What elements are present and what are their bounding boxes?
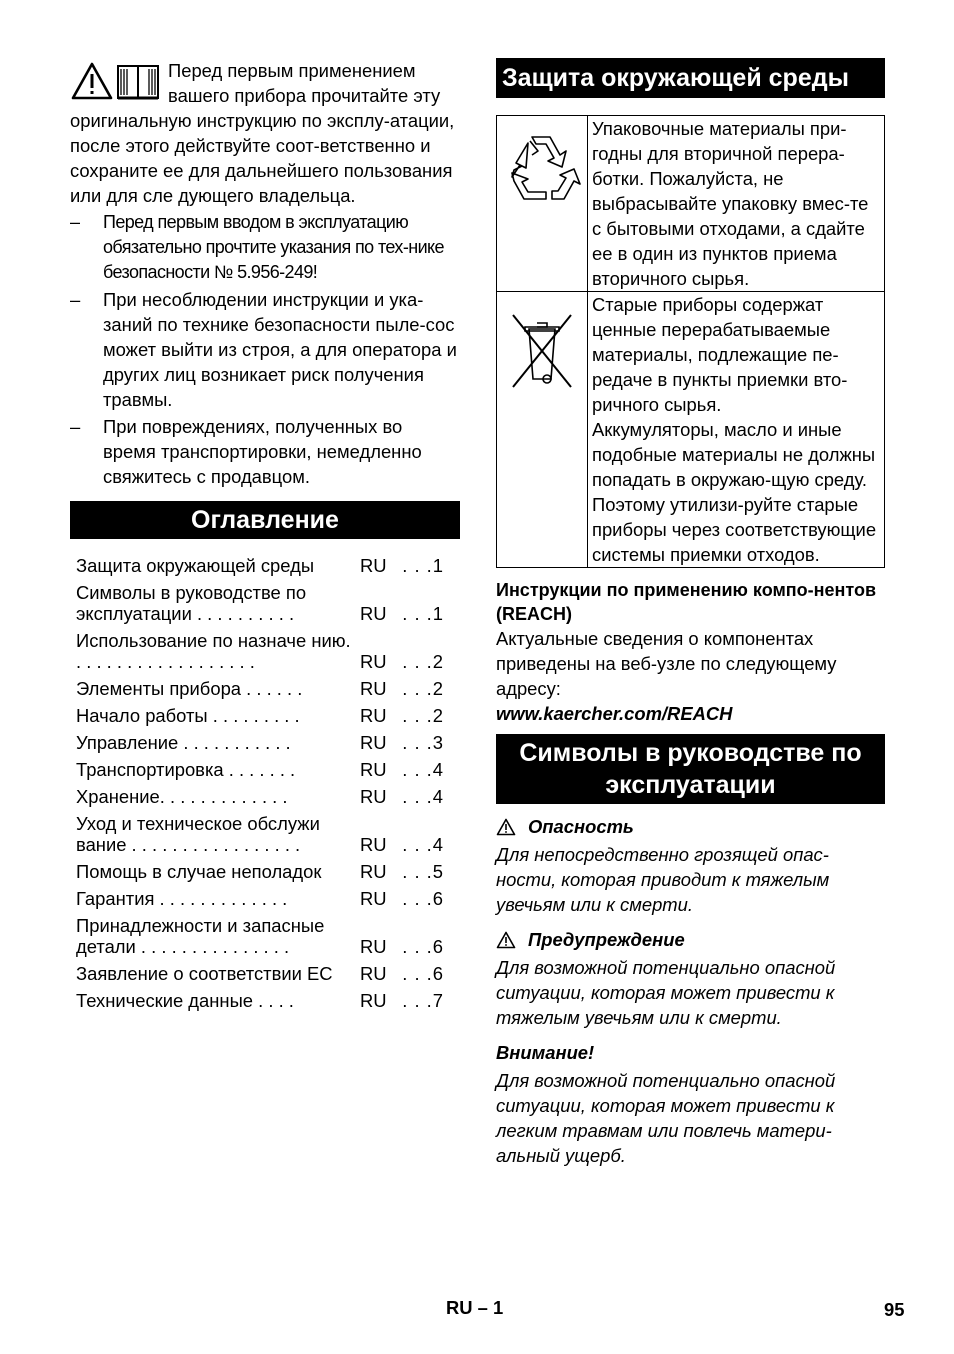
toc-entry-page: . . .1: [402, 555, 444, 576]
danger-title-text: Опасность: [528, 816, 634, 837]
toc-entry-title: Символы в руководстве по эксплуатации . . . . . . . . . .: [76, 582, 307, 624]
crossed-out-bin-icon: [507, 309, 577, 393]
toc-entry-title: Гарантия . . . . . . . . . . . . .: [76, 888, 288, 909]
symbols-heading: Символы в руководстве по эксплуатации: [496, 734, 885, 804]
toc-entry-title: Использование по назначе нию. . . . . . . . . . . . . . . . . . .: [76, 630, 351, 672]
toc-entry-title: Принадлежности и запасные детали . . . . . . . . . . . . . . .: [76, 915, 325, 957]
page-number: 95: [884, 1299, 905, 1320]
caution-title: Внимание!: [496, 1042, 595, 1063]
manual-book-icon: [118, 66, 158, 98]
toc-entry-lang: RU: [360, 936, 387, 957]
toc-entry-title: Технические данные . . . .: [76, 990, 294, 1011]
recycle-icon-cell: [497, 116, 588, 292]
warning-triangle-icon: [496, 818, 516, 836]
toc-entry-page: . . .1: [402, 603, 444, 624]
left-column: [70, 58, 460, 1017]
toc-entry-lang: RU: [360, 990, 387, 1011]
toc-row[interactable]: [70, 861, 460, 882]
old-devices-cell: [588, 292, 885, 568]
toc-entry-page: . . .2: [402, 678, 444, 699]
toc-entry-lang: RU: [360, 555, 387, 576]
list-item-text: Перед первым вводом в эксплуатацию обязательно прочтите указания по тех-нике безопасности № 5.956-249!: [103, 212, 444, 282]
toc-entry-lang: RU: [360, 705, 387, 726]
toc-row[interactable]: [70, 732, 460, 753]
safety-list: [70, 210, 460, 489]
right-column: [496, 58, 885, 1168]
environment-heading: Защита окружающей среды: [496, 58, 885, 98]
batteries-text: Аккумуляторы, масло и иные подобные материалы не должны попадать в окружаю-щую среду. Поэтому утилизи-руйте старые приборы через соответствующие системы приемки отходов.: [592, 419, 877, 565]
toc-entry-lang: RU: [360, 888, 387, 909]
toc-row[interactable]: [70, 678, 460, 699]
bin-icon-cell: [497, 292, 588, 568]
toc-heading: Оглавление: [70, 501, 460, 539]
toc-entry-lang: RU: [360, 786, 387, 807]
warning-triangle-icon: [73, 64, 111, 98]
packaging-text: Упаковочные материалы при-годны для вторичной перера-ботки. Пожалуйста, не выбрасывайте упаковку вмес-те с бытовыми отходами, а сдайте ее в один из пунктов приема вторичного сырья.: [588, 116, 885, 292]
toc-row[interactable]: [70, 990, 460, 1011]
warning-title-text: Предупреждение: [528, 929, 685, 950]
toc-row[interactable]: [70, 963, 460, 984]
bullet-dash: –: [70, 289, 81, 310]
intro-paragraph: Перед первым применением вашего прибора прочитайте эту оригинальную инструкцию по эксплу-атации, после этого действуйте соот-ветственно и сохраните ее для дальнейшего пользования или для сле дующего владельца.: [70, 60, 455, 206]
toc-entry-lang: RU: [360, 603, 387, 624]
warning-triangle-icon: [496, 931, 516, 949]
recycle-icon: [502, 125, 582, 211]
reach-title: Инструкции по применению компо-нентов (REACH): [496, 580, 877, 624]
section-page-label: RU – 1: [446, 1297, 504, 1318]
reach-text: Актуальные сведения о компонентах приведены на веб-узле по следующему адресу:: [496, 628, 837, 699]
toc-entry-page: . . .4: [402, 759, 444, 780]
toc-entry-lang: RU: [360, 963, 387, 984]
toc-entry-title: Элементы прибора . . . . . .: [76, 678, 303, 699]
intro-block: [70, 58, 460, 208]
list-item-text: При повреждениях, полученных во время транспортировки, немедленно свяжитесь с продавцом.: [103, 416, 422, 487]
toc-entry-title: Управление . . . . . . . . . . .: [76, 732, 291, 753]
toc-entry-lang: RU: [360, 678, 387, 699]
toc-row[interactable]: [70, 759, 460, 780]
toc-entry-title: Заявление о соответствии ЕС: [76, 963, 333, 984]
toc-entry-lang: RU: [360, 759, 387, 780]
toc-entry-page: . . .2: [402, 705, 444, 726]
toc-entry-page: . . .4: [402, 786, 444, 807]
toc-row[interactable]: [70, 582, 460, 624]
environment-table: [496, 115, 885, 568]
toc-entry-page: . . .6: [402, 936, 444, 957]
toc-entry-page: . . .4: [402, 834, 444, 855]
toc-entry-page: . . .6: [402, 963, 444, 984]
toc-row[interactable]: [70, 915, 460, 957]
warning-text: Для возможной потенциально опасной ситуации, которая может привести к тяжелым увечьям или к смерти.: [496, 957, 836, 1028]
toc-entry-title: Уход и техническое обслужи вание . . . . . . . . . . . . . . . . .: [76, 813, 320, 855]
toc-entry-title: Хранение. . . . . . . . . . . . .: [76, 786, 288, 807]
list-item-text: При несоблюдении инструкции и ука-заний по технике безопасности пыле-сос может выйти из строя, а для оператора и других лиц возникает риск получения травмы.: [103, 289, 457, 410]
list-item: [70, 414, 460, 489]
table-row: [497, 116, 885, 292]
table-of-contents: [70, 555, 460, 1011]
bullet-dash: –: [70, 416, 81, 437]
toc-row[interactable]: [70, 705, 460, 726]
list-item: [70, 210, 460, 285]
toc-entry-page: . . .5: [402, 861, 444, 882]
toc-entry-title: Помощь в случае неполадок: [76, 861, 322, 882]
toc-entry-lang: RU: [360, 834, 387, 855]
reach-url-link[interactable]: www.kaercher.com/REACH: [496, 703, 733, 724]
bullet-dash: –: [70, 212, 80, 232]
toc-entry-page: . . .7: [402, 990, 444, 1011]
toc-entry-page: . . .6: [402, 888, 444, 909]
toc-entry-page: . . .3: [402, 732, 444, 753]
warning-title: [496, 927, 885, 952]
list-item: [70, 287, 460, 412]
toc-entry-title: Начало работы . . . . . . . . .: [76, 705, 300, 726]
toc-entry-title: Транспортировка . . . . . . .: [76, 759, 296, 780]
danger-text: Для непосредственно грозящей опас-ности, которая приводит к тяжелым увечьям или к смерти.: [496, 844, 830, 915]
toc-row[interactable]: [70, 813, 460, 855]
toc-row[interactable]: [70, 555, 460, 576]
old-devices-text: Старые приборы содержат ценные перерабатываемые материалы, подлежащие пе-редаче в пункты приемки вто-ричного сырья.: [592, 294, 848, 415]
danger-title: [496, 814, 885, 839]
toc-entry-page: . . .2: [402, 651, 444, 672]
table-row: [497, 292, 885, 568]
intro-icons: [70, 60, 162, 104]
toc-entry-lang: RU: [360, 732, 387, 753]
toc-entry-lang: RU: [360, 651, 387, 672]
caution-text: Для возможной потенциально опасной ситуации, которая может привести к легким травмам или повлечь матери-альный ущерб.: [496, 1070, 836, 1166]
toc-entry-lang: RU: [360, 861, 387, 882]
toc-row[interactable]: [70, 888, 460, 909]
toc-entry-title: Защита окружающей среды: [76, 555, 315, 576]
toc-row[interactable]: [70, 786, 460, 807]
toc-row[interactable]: [70, 630, 460, 672]
